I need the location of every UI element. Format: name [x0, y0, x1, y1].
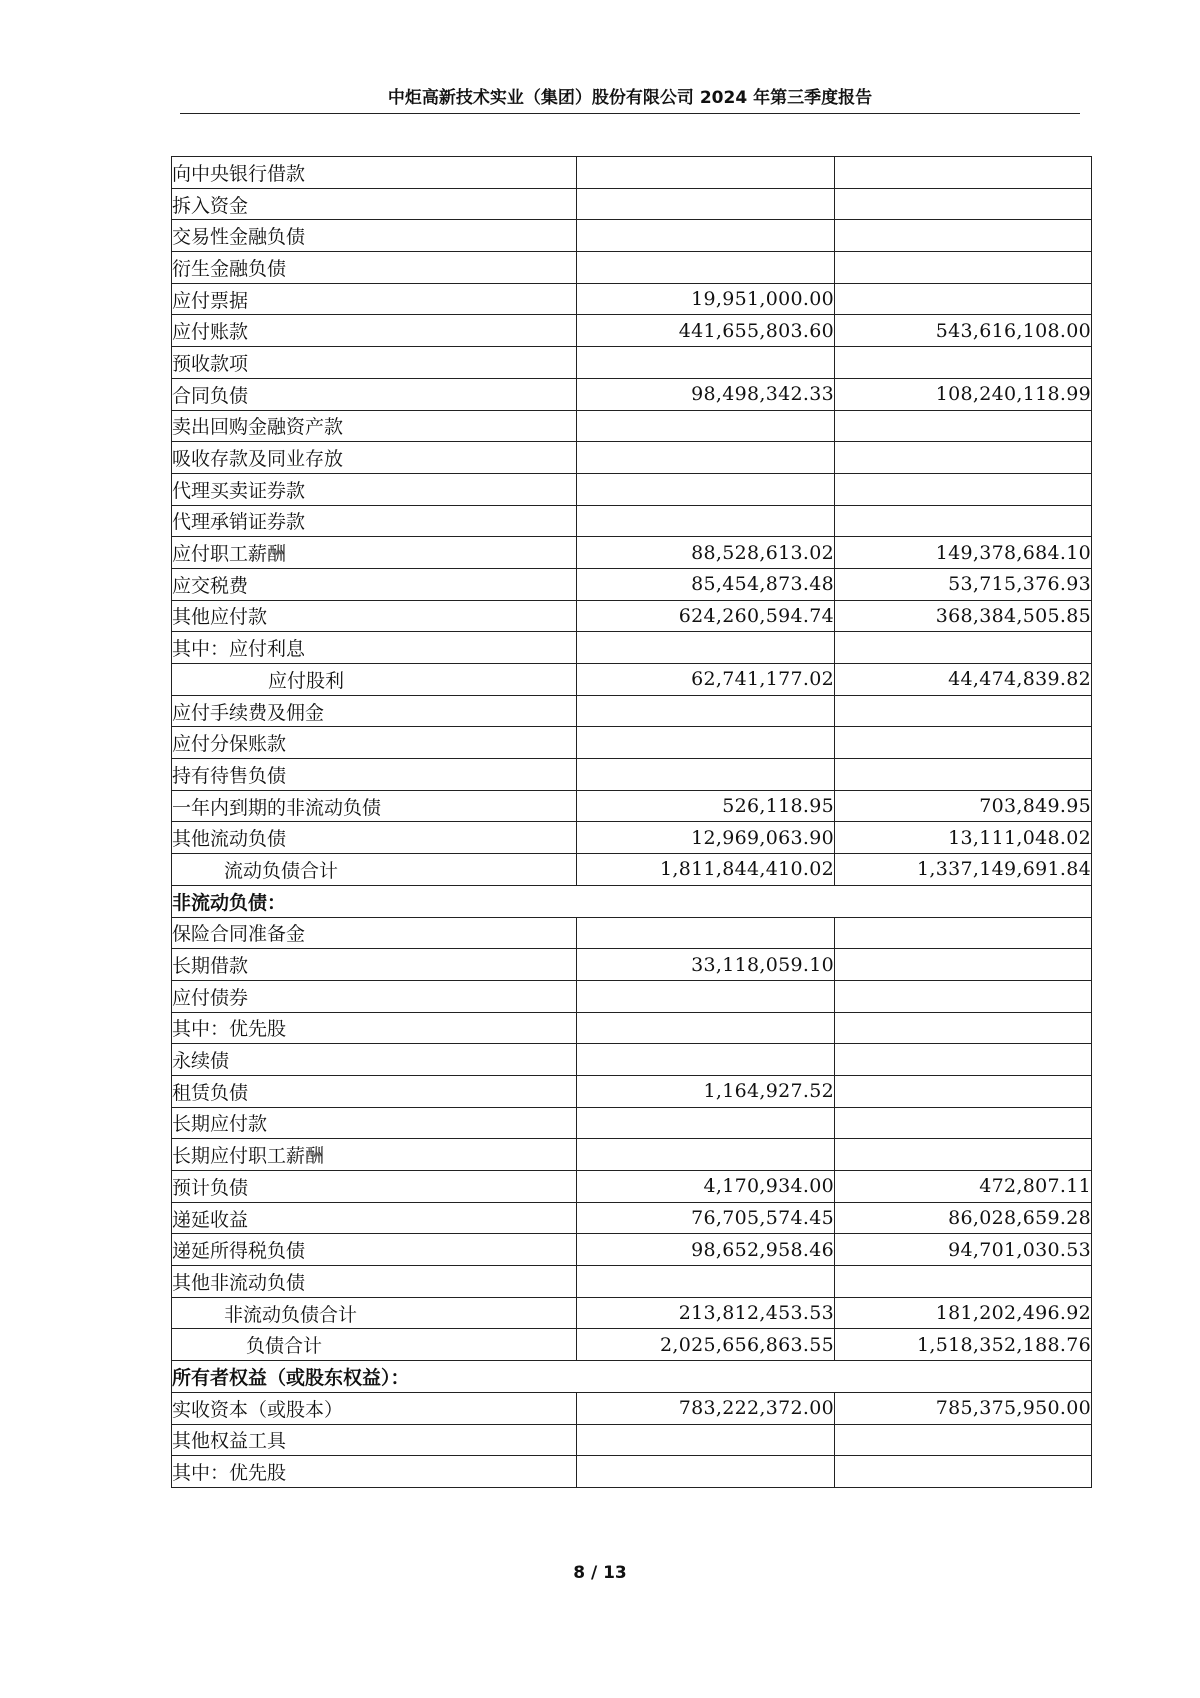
row-label: 应付职工薪酬: [172, 537, 577, 569]
table-row: [172, 1139, 1092, 1171]
prior-year-end-value: 44,474,839.82: [835, 664, 1092, 696]
period-end-value: [577, 252, 835, 284]
period-end-value: 441,655,803.60: [577, 315, 835, 347]
period-end-value: 526,118.95: [577, 790, 835, 822]
table-row: [172, 473, 1092, 505]
balance-sheet-table: [171, 156, 1092, 1488]
prior-year-end-value: 53,715,376.93: [835, 568, 1092, 600]
table-row: [172, 1329, 1092, 1361]
prior-year-end-value: 368,384,505.85: [835, 600, 1092, 632]
table-row: [172, 1202, 1092, 1234]
prior-year-end-value: 1,518,352,188.76: [835, 1329, 1092, 1361]
row-label: 非流动负债合计: [172, 1297, 577, 1329]
prior-year-end-value: 703,849.95: [835, 790, 1092, 822]
period-end-value: [577, 347, 835, 379]
row-label: 流动负债合计: [172, 854, 577, 886]
prior-year-end-value: [835, 727, 1092, 759]
table-row: [172, 537, 1092, 569]
row-label: 其他流动负债: [172, 822, 577, 854]
prior-year-end-value: 181,202,496.92: [835, 1297, 1092, 1329]
table-row: [172, 695, 1092, 727]
table-row: [172, 505, 1092, 537]
prior-year-end-value: 108,240,118.99: [835, 378, 1092, 410]
prior-year-end-value: [835, 1107, 1092, 1139]
table-row: [172, 283, 1092, 315]
table-row: [172, 1234, 1092, 1266]
table-row: [172, 1075, 1092, 1107]
table-row: [172, 790, 1092, 822]
table-row: [172, 854, 1092, 886]
row-label: 其中：优先股: [172, 1012, 577, 1044]
period-end-value: [577, 1107, 835, 1139]
table-row: [172, 252, 1092, 284]
table-row: [172, 1171, 1092, 1203]
prior-year-end-value: 785,375,950.00: [835, 1392, 1092, 1424]
prior-year-end-value: [835, 759, 1092, 791]
row-label: 交易性金融负债: [172, 220, 577, 252]
period-end-value: [577, 157, 835, 189]
row-label: 应交税费: [172, 568, 577, 600]
section-row: [172, 1361, 1092, 1393]
prior-year-end-value: [835, 442, 1092, 474]
prior-year-end-value: 86,028,659.28: [835, 1202, 1092, 1234]
row-label: 应付股利: [172, 664, 577, 696]
period-end-value: 1,811,844,410.02: [577, 854, 835, 886]
table-row: [172, 632, 1092, 664]
prior-year-end-value: 543,616,108.00: [835, 315, 1092, 347]
period-end-value: 33,118,059.10: [577, 949, 835, 981]
prior-year-end-value: [835, 949, 1092, 981]
section-row: [172, 885, 1092, 917]
period-end-value: 85,454,873.48: [577, 568, 835, 600]
table-row: [172, 1107, 1092, 1139]
row-label: 应付分保账款: [172, 727, 577, 759]
period-end-value: 4,170,934.00: [577, 1171, 835, 1203]
period-end-value: 98,652,958.46: [577, 1234, 835, 1266]
prior-year-end-value: 149,378,684.10: [835, 537, 1092, 569]
period-end-value: 624,260,594.74: [577, 600, 835, 632]
period-end-value: [577, 727, 835, 759]
table-row: [172, 188, 1092, 220]
row-label: 长期应付职工薪酬: [172, 1139, 577, 1171]
prior-year-end-value: [835, 157, 1092, 189]
prior-year-end-value: [835, 1266, 1092, 1298]
period-end-value: [577, 473, 835, 505]
table-row: [172, 568, 1092, 600]
period-end-value: [577, 917, 835, 949]
section-heading: 所有者权益（或股东权益）：: [172, 1361, 1092, 1393]
prior-year-end-value: [835, 917, 1092, 949]
table-row: [172, 1012, 1092, 1044]
period-end-value: 12,969,063.90: [577, 822, 835, 854]
table-row: [172, 759, 1092, 791]
period-end-value: 213,812,453.53: [577, 1297, 835, 1329]
period-end-value: [577, 695, 835, 727]
row-label: 其他非流动负债: [172, 1266, 577, 1298]
row-label: 拆入资金: [172, 188, 577, 220]
row-label: 预收款项: [172, 347, 577, 379]
period-end-value: 62,741,177.02: [577, 664, 835, 696]
prior-year-end-value: [835, 1044, 1092, 1076]
period-end-value: 88,528,613.02: [577, 537, 835, 569]
prior-year-end-value: [835, 980, 1092, 1012]
row-label: 负债合计: [172, 1329, 577, 1361]
row-label: 其中：应付利息: [172, 632, 577, 664]
table-row: [172, 347, 1092, 379]
row-label: 其他权益工具: [172, 1424, 577, 1456]
prior-year-end-value: [835, 1456, 1092, 1488]
report-header-title: 中炬高新技术实业（集团）股份有限公司 2024 年第三季度报告: [387, 88, 873, 108]
period-end-value: [577, 980, 835, 1012]
row-label: 租赁负债: [172, 1075, 577, 1107]
row-label: 递延收益: [172, 1202, 577, 1234]
prior-year-end-value: [835, 1012, 1092, 1044]
row-label: 长期应付款: [172, 1107, 577, 1139]
table-row: [172, 822, 1092, 854]
header-rule: [180, 113, 1080, 114]
row-label: 保险合同准备金: [172, 917, 577, 949]
prior-year-end-value: [835, 220, 1092, 252]
row-label: 递延所得税负债: [172, 1234, 577, 1266]
table-row: [172, 600, 1092, 632]
prior-year-end-value: [835, 505, 1092, 537]
table-row: [172, 220, 1092, 252]
row-label: 实收资本（或股本）: [172, 1392, 577, 1424]
period-end-value: [577, 505, 835, 537]
row-label: 衍生金融负债: [172, 252, 577, 284]
prior-year-end-value: [835, 632, 1092, 664]
period-end-value: [577, 759, 835, 791]
period-end-value: [577, 1456, 835, 1488]
row-label: 长期借款: [172, 949, 577, 981]
row-label: 其他应付款: [172, 600, 577, 632]
period-end-value: [577, 188, 835, 220]
period-end-value: 76,705,574.45: [577, 1202, 835, 1234]
row-label: 应付债券: [172, 980, 577, 1012]
table-row: [172, 1297, 1092, 1329]
row-label: 应付票据: [172, 283, 577, 315]
period-end-value: [577, 1012, 835, 1044]
table-row: [172, 157, 1092, 189]
table-row: [172, 1424, 1092, 1456]
row-label: 向中央银行借款: [172, 157, 577, 189]
prior-year-end-value: [835, 695, 1092, 727]
table-row: [172, 378, 1092, 410]
table-row: [172, 1044, 1092, 1076]
prior-year-end-value: [835, 473, 1092, 505]
row-label: 代理买卖证券款: [172, 473, 577, 505]
table-row: [172, 1266, 1092, 1298]
prior-year-end-value: [835, 283, 1092, 315]
period-end-value: 2,025,656,863.55: [577, 1329, 835, 1361]
period-end-value: [577, 1139, 835, 1171]
period-end-value: [577, 1044, 835, 1076]
period-end-value: [577, 1266, 835, 1298]
table-row: [172, 980, 1092, 1012]
period-end-value: [577, 220, 835, 252]
section-heading: 非流动负债：: [172, 885, 1092, 917]
prior-year-end-value: [835, 1424, 1092, 1456]
prior-year-end-value: 1,337,149,691.84: [835, 854, 1092, 886]
period-end-value: [577, 410, 835, 442]
prior-year-end-value: [835, 252, 1092, 284]
period-end-value: [577, 442, 835, 474]
period-end-value: [577, 1424, 835, 1456]
prior-year-end-value: [835, 1139, 1092, 1171]
prior-year-end-value: 94,701,030.53: [835, 1234, 1092, 1266]
row-label: 代理承销证券款: [172, 505, 577, 537]
table-row: [172, 727, 1092, 759]
prior-year-end-value: 13,111,048.02: [835, 822, 1092, 854]
period-end-value: 1,164,927.52: [577, 1075, 835, 1107]
row-label: 一年内到期的非流动负债: [172, 790, 577, 822]
row-label: 预计负债: [172, 1171, 577, 1203]
period-end-value: 19,951,000.00: [577, 283, 835, 315]
row-label: 持有待售负债: [172, 759, 577, 791]
table-row: [172, 917, 1092, 949]
row-label: 吸收存款及同业存放: [172, 442, 577, 474]
row-label: 其中：优先股: [172, 1456, 577, 1488]
table-row: [172, 442, 1092, 474]
row-label: 永续债: [172, 1044, 577, 1076]
prior-year-end-value: 472,807.11: [835, 1171, 1092, 1203]
period-end-value: 783,222,372.00: [577, 1392, 835, 1424]
prior-year-end-value: [835, 1075, 1092, 1107]
page-number: 8 / 13: [573, 1563, 627, 1583]
table-row: [172, 1392, 1092, 1424]
row-label: 应付手续费及佣金: [172, 695, 577, 727]
table-row: [172, 315, 1092, 347]
prior-year-end-value: [835, 347, 1092, 379]
table-row: [172, 1456, 1092, 1488]
period-end-value: [577, 632, 835, 664]
row-label: 应付账款: [172, 315, 577, 347]
table-row: [172, 664, 1092, 696]
table-row: [172, 410, 1092, 442]
prior-year-end-value: [835, 188, 1092, 220]
table-row: [172, 949, 1092, 981]
row-label: 卖出回购金融资产款: [172, 410, 577, 442]
row-label: 合同负债: [172, 378, 577, 410]
prior-year-end-value: [835, 410, 1092, 442]
period-end-value: 98,498,342.33: [577, 378, 835, 410]
